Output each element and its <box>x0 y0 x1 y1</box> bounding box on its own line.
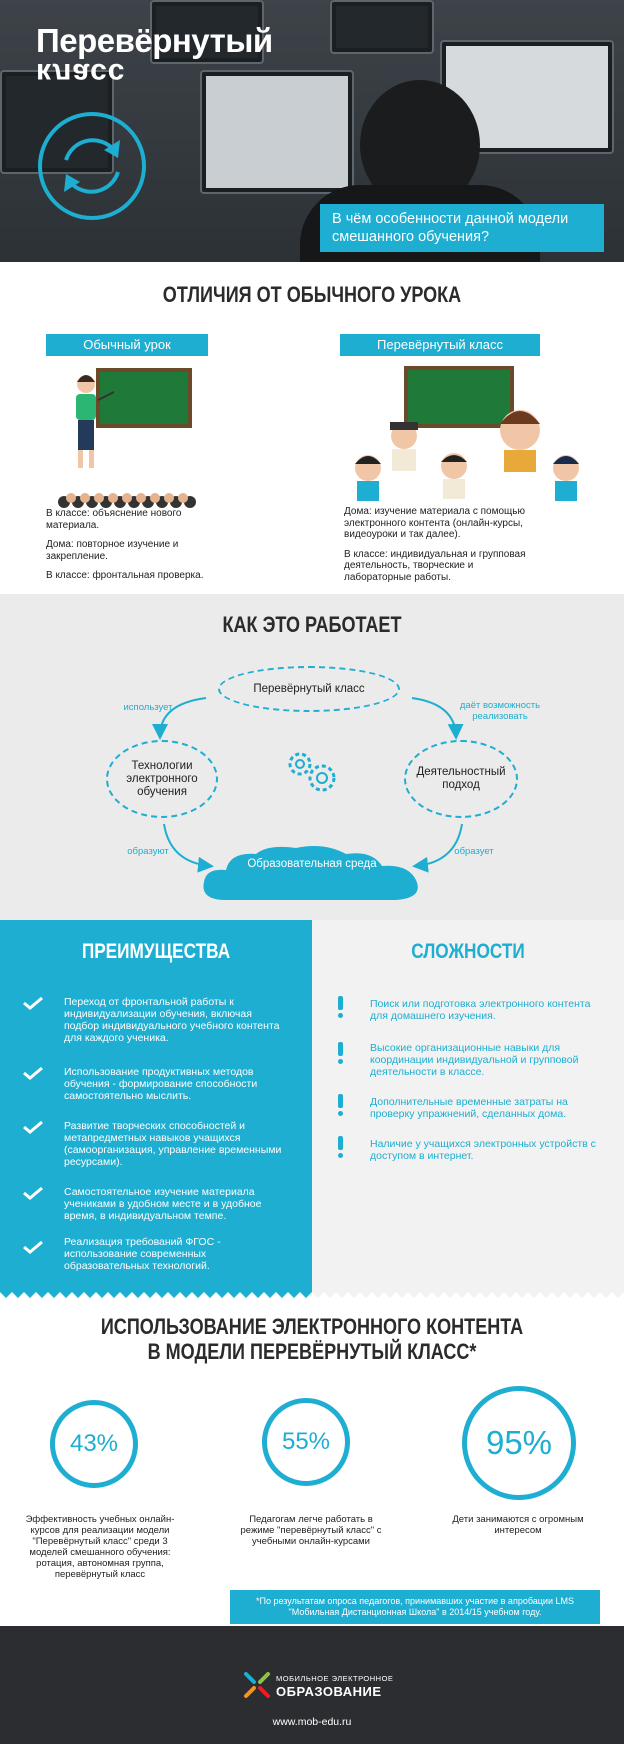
hero-section <box>0 0 624 262</box>
flipped-class-illustration <box>344 360 584 510</box>
exclamation-icon <box>338 1136 344 1158</box>
pros-title: ПРЕИМУЩЕСТВА <box>81 940 231 963</box>
monitor-image <box>330 0 434 54</box>
hero-subtitle: В чём особенности данной модели смешанного обучения? <box>320 204 604 252</box>
section-title: КАК ЭТО РАБОТАЕТ <box>222 612 402 637</box>
stat-description: Эффективность учебных онлайн-курсов для реализации модели "Перевёрнутый класс" среди 3 моделей смешанного обучения: ротация, автономная группа, перевёрнутый класс <box>25 1514 175 1580</box>
forms-right-label: образует <box>454 846 494 857</box>
pros-item: Переход от фронтальной работы к индивидуализации обучения, включая подбор индивидуального учебного контента для каждого ученика. <box>64 996 280 1044</box>
stat-description: Педагогам легче работать в режиме "перевёрнутый класс" с учебными онлайн-курсами <box>240 1514 382 1547</box>
pros-item: Реализация требований ФГОС - использование современных образовательных технологий. <box>64 1236 221 1272</box>
pros-item: Самостоятельное изучение материала учениками в удобном месте и в удобное время, в индивидуальном темпе. <box>64 1186 262 1222</box>
stats-section <box>0 1292 624 1626</box>
teacher-illustration <box>58 362 198 512</box>
description-line: В классе: индивидуальная и групповая деятельность, творческие и лабораторные работы. <box>344 548 526 583</box>
regular-lesson-description <box>46 508 206 590</box>
cons-item: Высокие организационные навыки для координации индивидуальной и групповой деятельности в классе. <box>370 1042 579 1078</box>
activity-approach-node: Деятельностный подход <box>404 740 518 818</box>
refresh-icon <box>36 110 148 222</box>
description-line: Дома: изучение материала с помощью электронного контента (онлайн-курсы, видеоуроки и так далее). <box>344 506 525 540</box>
enables-label: даёт возможность реализовать <box>459 700 541 722</box>
monitor-image <box>200 70 354 194</box>
flipped-class-node: Перевёрнутый класс <box>218 666 400 712</box>
flipped-class-description <box>344 506 534 591</box>
cons-item: Наличие у учащихся электронных устройств с доступом в интернет. <box>370 1138 596 1162</box>
cons-item: Дополнительные временные затраты на проверку упражнений, сделанных дома. <box>370 1096 568 1120</box>
flipped-class-label: Перевёрнутый класс <box>340 334 540 356</box>
logo-icon <box>242 1670 272 1700</box>
e-learning-node: Технологии электронного обучения <box>106 740 218 818</box>
pros-cons-section <box>0 920 624 1292</box>
hero-title: Перевёрнутый <box>36 22 273 59</box>
pros-panel <box>0 920 312 1292</box>
check-icon <box>22 1120 44 1134</box>
exclamation-icon <box>338 996 344 1018</box>
site-link[interactable]: www.mob-edu.ru <box>272 1716 352 1728</box>
stat-circle: 43% <box>50 1400 138 1488</box>
cons-title: СЛОЖНОСТИ <box>411 940 525 963</box>
stat-circle: 95% <box>462 1386 576 1500</box>
forms-left-label: образуют <box>127 846 169 857</box>
cons-item: Поиск или подготовка электронного контента для домашнего изучения. <box>370 998 591 1022</box>
section-title: ОТЛИЧИЯ ОТ ОБЫЧНОГО УРОКА <box>162 282 462 307</box>
exclamation-icon <box>338 1094 344 1116</box>
check-icon <box>22 996 44 1010</box>
description-line: Дома: повторное изучение и закрепление. <box>46 539 179 562</box>
cloud-shape <box>196 842 428 910</box>
check-icon <box>22 1066 44 1080</box>
pros-item: Развитие творческих способностей и метапредметных навыков учащихся (самоорганизация, управление временными ресурсами). <box>64 1120 282 1168</box>
stats-title-line: В МОДЕЛИ ПЕРЕВЁРНУТЫЙ КЛАСС* <box>147 1339 477 1364</box>
gears-icon <box>282 746 342 796</box>
survey-footnote: *По результатам опроса педагогов, принимавших участие в апробации LMS "Мобильная Дистанционная Школа" в 2014/15 учебном году. <box>230 1590 600 1624</box>
regular-lesson-label: Обычный урок <box>46 334 208 356</box>
description-line: В классе: фронтальная проверка. <box>46 570 204 581</box>
cons-panel <box>312 920 624 1292</box>
stat-circle: 55% <box>262 1398 350 1486</box>
education-environment-node: Образовательная среда <box>247 858 377 870</box>
check-icon <box>22 1186 44 1200</box>
hero-title-flipped: класс <box>36 57 126 90</box>
zigzag-divider <box>0 1292 624 1300</box>
description-line: В классе: объяснение нового материала. <box>46 508 182 531</box>
stats-title <box>56 1314 568 1364</box>
how-it-works-section <box>0 594 624 920</box>
differences-section <box>0 262 624 594</box>
uses-label: использует <box>123 702 173 713</box>
exclamation-icon <box>338 1042 344 1064</box>
footer-section <box>0 1626 624 1744</box>
stats-title-line: ИСПОЛЬЗОВАНИЕ ЭЛЕКТРОННОГО КОНТЕНТА <box>100 1314 524 1339</box>
stat-description: Дети занимаются с огромным интересом <box>452 1514 584 1536</box>
logo-text-bottom: ОБРАЗОВАНИЕ <box>276 1684 382 1699</box>
pros-item: Использование продуктивных методов обучения - формирование способности самостоятельно мыслить. <box>64 1066 258 1102</box>
check-icon <box>22 1240 44 1254</box>
logo-text-top: МОБИЛЬНОЕ ЭЛЕКТРОННОЕ <box>276 1674 394 1683</box>
